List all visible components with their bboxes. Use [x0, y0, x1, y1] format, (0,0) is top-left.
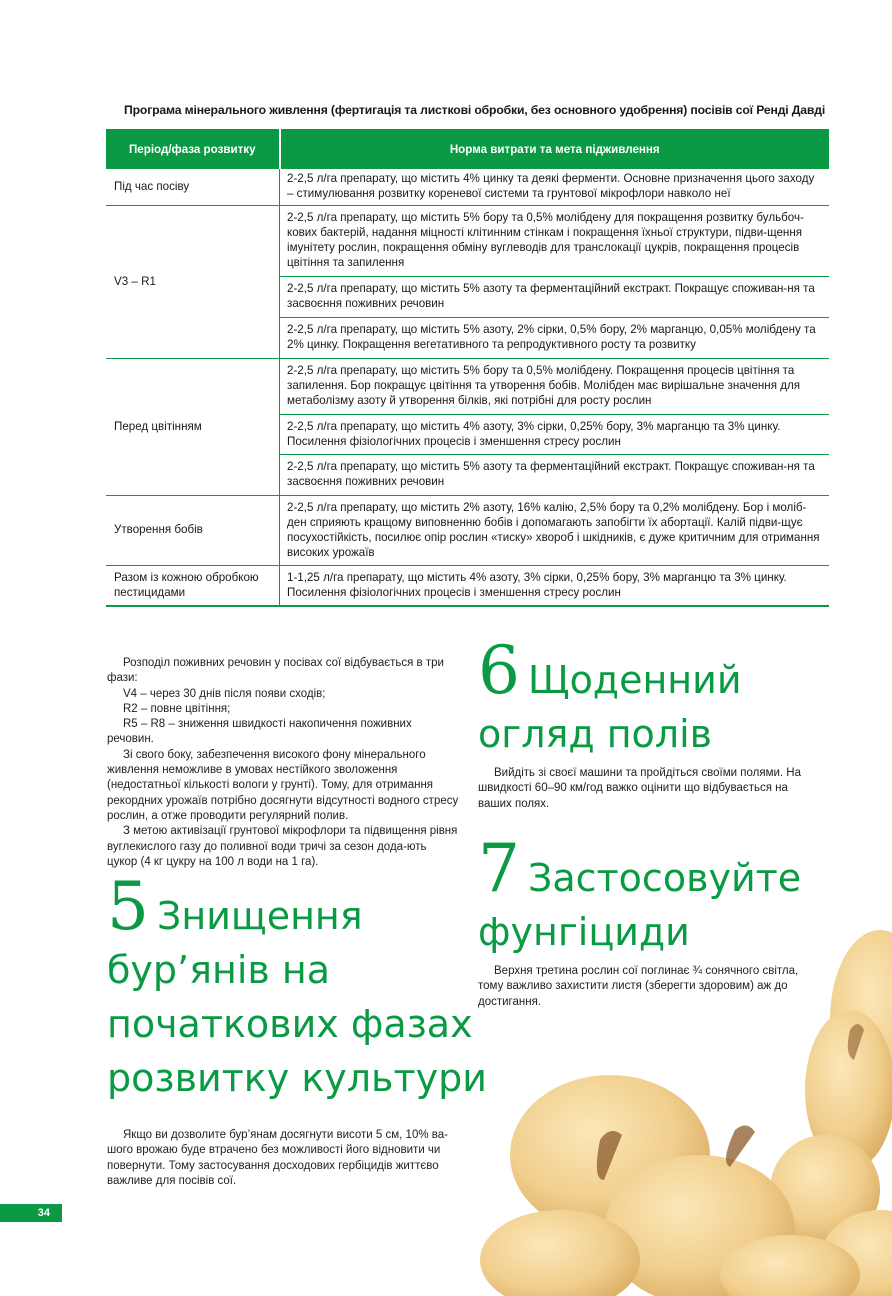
phase-cell: Під час посіву [106, 169, 280, 205]
table-row [106, 169, 829, 205]
intro-text [107, 656, 459, 870]
rate-cell: 2-2,5 л/га препарату, що містить 5% азоту та ферментаційний екстракт. Покращує споживан-ня та засвоєння поживних речовин [280, 276, 830, 317]
table-row [106, 358, 829, 414]
rate-cell: 2-2,5 л/га препарату, що містить 4% цинку та деякі ферменти. Основне призначення цього заходу – стимулювання розвитку кореневої системи та грунтової мікрофлори навколо неї [280, 169, 830, 205]
heading-line: Знищення [157, 894, 363, 938]
header-rate: Норма витрати та мета підживлення [280, 129, 830, 169]
heading-line: розвитку культури [107, 1056, 487, 1100]
heading-line: початкових фазах [107, 1002, 473, 1046]
table-title: Програма мінерального живлення (фертигація та листкові обробки, без основного удобрення) посівів сої Ренді Давді [124, 103, 826, 117]
rate-cell: 2-2,5 л/га препарату, що містить 5% бору та 0,5% молібдену для покращення розвитку бульбоч-кових бактерій, надання міцності клітинним стінкам і покращення їхньої структури, підви-щення імунітету рослин, покращення обміну вуглеводів для транслокації цукрів, покращення процесів цвітіння та запилення [280, 205, 830, 276]
section-number: 6 [478, 632, 520, 709]
page-number: 34 [0, 1204, 62, 1222]
paragraph: R5 – R8 – зниження швидкості накопичення поживних речовин. [107, 718, 412, 746]
table-row [106, 495, 829, 565]
heading-line: бур’янів на [107, 948, 330, 992]
heading-line: огляд полів [478, 712, 713, 756]
header-phase: Період/фаза розвитку [106, 129, 280, 169]
table-header-row [106, 129, 829, 169]
heading-line: Застосовуйте [528, 856, 802, 900]
paragraph: R2 – повне цвітіння; [123, 702, 231, 715]
nutrition-program-table [106, 129, 829, 607]
section-number: 7 [478, 830, 520, 907]
paragraph: Вийдіть зі своєї машини та пройдіться своїми полями. На швидкості 60–90 км/год важко оцінити що відбувається на ваших полях. [478, 767, 802, 810]
table-row [106, 565, 829, 606]
rate-cell: 2-2,5 л/га препарату, що містить 5% азоту, 2% сірки, 0,5% бору, 2% марганцю, 0,05% молібдену та 2% цинку. Покращення вегетативного та репродуктивного росту та розвитку [280, 317, 830, 358]
phase-cell: Разом із кожною обробкою пестицидами [106, 565, 280, 606]
section-5-text [107, 1128, 459, 1189]
paragraph: Зі свого боку, забезпечення високого фону мінерального живлення неможливе в умовах нестійкого зволоження (недостатньої кількості вологи у грунті). Тому, для отримання рекордних урожаїв потрібно досягнути відсутності водного стресу рослин, а отже проводити регулярний полив. [107, 748, 459, 822]
rate-cell: 2-2,5 л/га препарату, що містить 2% азоту, 16% калію, 2,5% бору та 0,2% молібдену. Бор і моліб-ден сприяють кращому виповненню бобів і допомагають запобігти їх абортації. Калій підви-щує посухостійкість, посилює опір рослин «тиску» хвороб і шкідників, є дуже критичним для отримання високих урожаїв [280, 495, 830, 565]
paragraph: Якщо ви дозволите бур’янам досягнути висоти 5 см, 10% ва-шого врожаю буде втрачено без можливості його відновити чи повернути. Тому застосування досходових гербіцидів життєво важливе для посівів сої. [107, 1129, 448, 1187]
section-5-heading [107, 868, 487, 1105]
rate-cell: 1-1,25 л/га препарату, що містить 4% азоту, 3% сірки, 0,25% бору, 3% марганцю та 3% цинку. Посилення фізіологічних процесів і зменшення стресу рослин [280, 565, 830, 606]
rate-cell: 2-2,5 л/га препарату, що містить 5% азоту та ферментаційний екстракт. Покращує споживан-ня та засвоєння поживних речовин [280, 454, 830, 495]
section-6-text [478, 766, 818, 812]
phase-cell: V3 – R1 [106, 205, 280, 358]
soybeans-image [480, 930, 892, 1296]
phase-cell: Утворення бобів [106, 495, 280, 565]
rate-cell: 2-2,5 л/га препарату, що містить 5% бору та 0,5% молібдену. Покращення процесів цвітіння та запилення. Бор покращує цвітіння та утворення бобів. Молібден має вирішальне значення для метаболізму азоту й утворення білків, які потрібні для росту рослин [280, 358, 830, 414]
paragraph: V4 – через 30 днів після появи сходів; [123, 687, 326, 700]
table-row [106, 205, 829, 276]
paragraph: Розподіл поживних речовин у посівах сої відбувається в три фази: [107, 657, 444, 685]
paragraph: З метою активізації грунтової мікрофлори та підвищення рівня вуглекислого газу до поливної води тричі за сезон дода-ють цукор (4 кг цукру на 100 л води на 1 га). [107, 825, 458, 868]
section-number: 5 [107, 868, 149, 945]
rate-cell: 2-2,5 л/га препарату, що містить 4% азоту, 3% сірки, 0,25% бору, 3% марганцю та 3% цинку. Посилення фізіологічних процесів і зменшення стресу рослин [280, 414, 830, 454]
heading-line: фунгіциди [478, 910, 690, 954]
paragraph: Верхня третина рослин сої поглинає ¾ сонячного світла, тому важливо захистити листя (зберегти здоровим) аж до достигання. [478, 965, 799, 1008]
phase-cell: Перед цвітінням [106, 358, 280, 495]
heading-line: Щоденний [528, 658, 742, 702]
section-6-heading [478, 632, 858, 761]
